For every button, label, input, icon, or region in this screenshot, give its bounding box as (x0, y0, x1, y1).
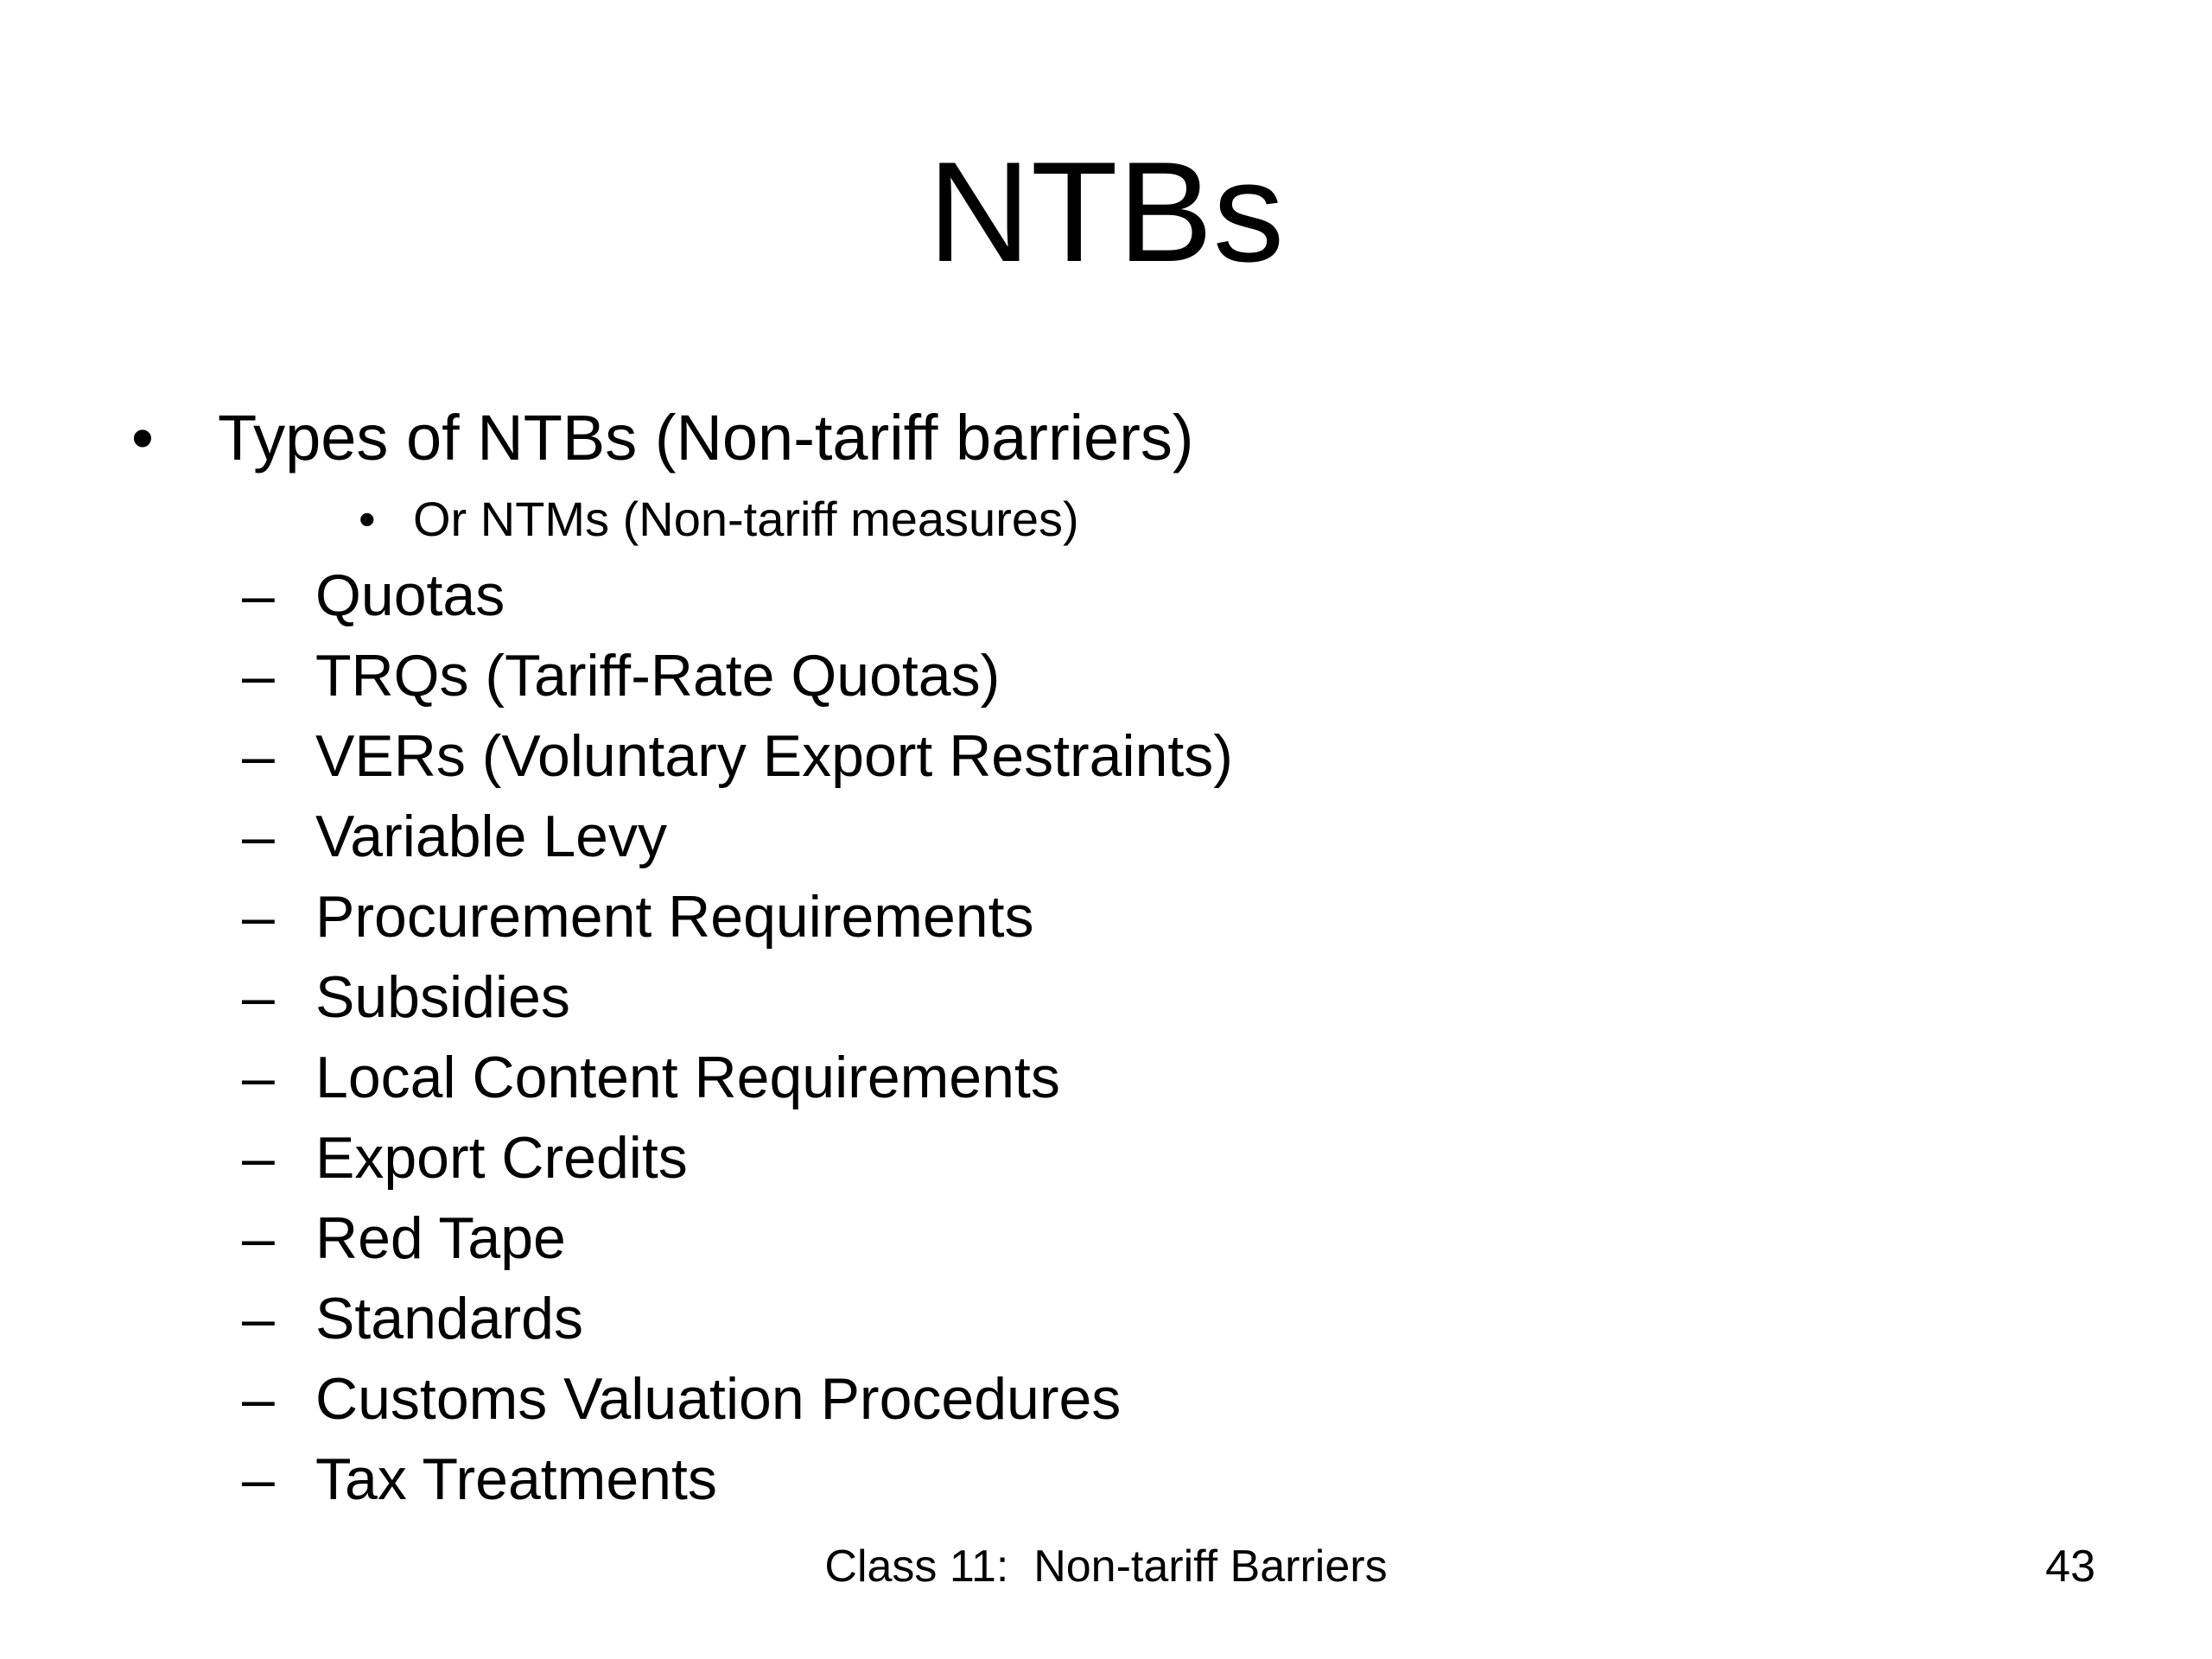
page-number: 43 (2045, 1541, 2095, 1592)
sub-note-marker: • (359, 492, 376, 546)
ntb-types-list (0, 556, 1555, 1520)
sub-note-text: Or NTMs (Non-tariff measures) (413, 492, 1079, 546)
dash-marker: – (242, 1286, 275, 1351)
list-item (0, 1038, 1555, 1118)
bullet-marker: • (131, 402, 154, 474)
list-item-text: Red Tape (315, 1205, 566, 1271)
dash-marker: – (242, 1125, 275, 1191)
list-item (0, 1118, 1555, 1198)
dash-marker: – (242, 1366, 275, 1432)
list-item-text: Tax Treatments (315, 1446, 717, 1512)
list-item-text: Procurement Requirements (315, 884, 1034, 950)
list-item-text: TRQs (Tariff-Rate Quotas) (315, 643, 1001, 709)
list-item (0, 636, 1555, 716)
dash-marker: – (242, 1205, 275, 1271)
list-item-text: Customs Valuation Procedures (315, 1366, 1122, 1432)
list-item-text: Variable Levy (315, 804, 667, 869)
dash-marker: – (242, 804, 275, 869)
list-item-text: Subsidies (315, 964, 570, 1030)
main-bullet-text: Types of NTBs (Non-tariff barriers) (218, 402, 1194, 474)
list-item (0, 797, 1555, 877)
dash-marker: – (242, 643, 275, 709)
list-item (0, 957, 1555, 1038)
list-item (0, 1440, 1555, 1520)
dash-marker: – (242, 1446, 275, 1512)
list-item (0, 1359, 1555, 1440)
list-item (0, 716, 1555, 797)
dash-marker: – (242, 964, 275, 1030)
list-item (0, 1198, 1555, 1279)
list-item (0, 556, 1555, 636)
dash-marker: – (242, 723, 275, 789)
dash-marker: – (242, 563, 275, 628)
slide-title: NTBs (927, 132, 1285, 291)
list-item (0, 877, 1555, 957)
list-item-text: VERs (Voluntary Export Restraints) (315, 723, 1233, 789)
list-item-text: Quotas (315, 563, 505, 628)
dash-marker: – (242, 884, 275, 950)
footer-class-label: Class 11: Non-tariff Barriers (824, 1541, 1388, 1592)
list-item (0, 1279, 1555, 1359)
dash-marker: – (242, 1045, 275, 1110)
list-item-text: Local Content Requirements (315, 1045, 1060, 1110)
list-item-text: Standards (315, 1286, 583, 1351)
list-item-text: Export Credits (315, 1125, 688, 1191)
